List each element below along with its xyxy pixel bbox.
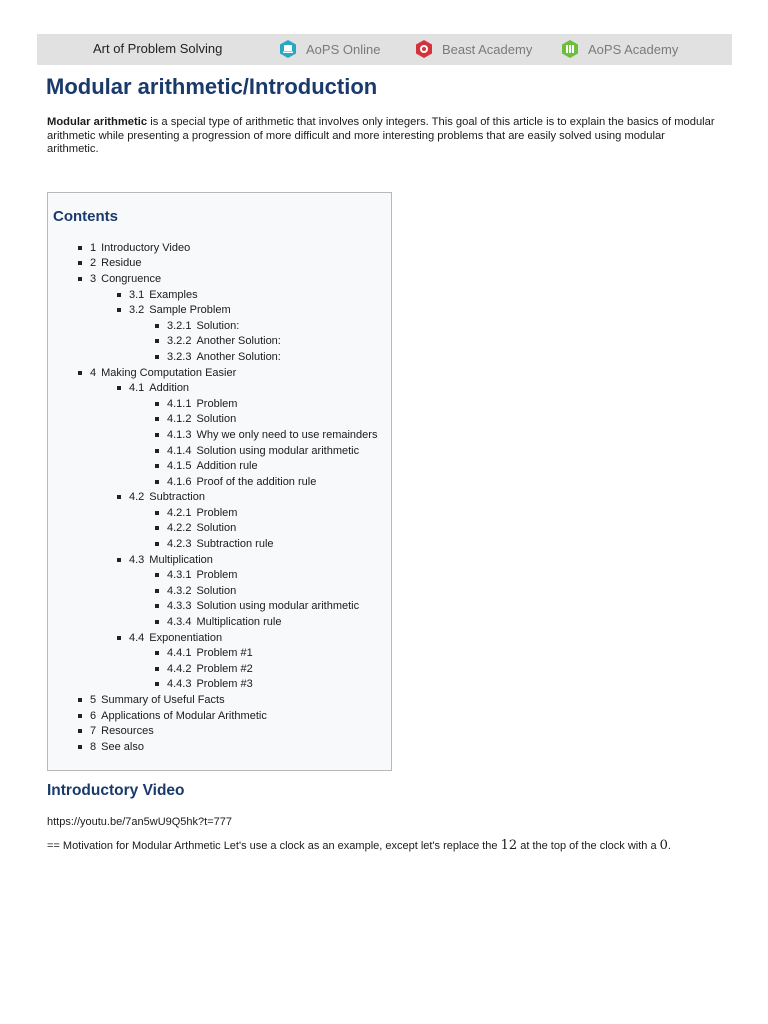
math-twelve: 12 [500,838,518,853]
toc-item[interactable] [48,302,377,318]
math-zero: 0 [659,838,668,853]
toc-number: 4.3.2 [167,584,192,597]
toc-label: Proof of the addition rule [196,475,317,488]
toc-number: 3.2.2 [167,335,192,348]
bullet-icon [155,355,159,359]
motivation-text-end: . [667,840,671,852]
toc-item[interactable] [48,349,377,365]
aops-academy-label: AoPS Academy [588,41,679,57]
toc-item[interactable] [48,661,377,677]
toc-number: 5 [90,694,97,707]
bullet-icon [117,293,121,297]
toc-label: Problem [196,397,238,410]
bullet-icon [155,433,159,437]
toc-number: 4.4.3 [167,678,192,691]
toc-label: Solution using modular arithmetic [196,444,360,457]
toc-number: 4.3.1 [167,569,192,582]
aops-academy-link[interactable] [560,39,678,59]
toc-number: 8 [90,740,97,753]
bullet-icon [155,682,159,686]
toc-number: 2 [90,257,97,270]
toc-label: Congruence [101,272,162,285]
toc-item[interactable] [48,396,377,412]
toc-number: 3.2 [129,304,145,317]
bullet-icon [155,589,159,593]
toc-number: 4.1.5 [167,460,192,473]
bullet-icon [155,604,159,608]
toc-number: 3 [90,272,97,285]
bullet-icon [155,526,159,530]
toc-label: Problem #3 [196,678,253,691]
toc-item[interactable] [48,583,377,599]
toc-number: 4.3 [129,553,145,566]
toc-item[interactable] [48,645,377,661]
toc-item[interactable] [48,739,377,755]
toc-number: 3.1 [129,288,145,301]
bullet-icon [78,261,82,265]
toc-item[interactable] [48,318,377,334]
motivation-text-mid: at the top of the clock with a [517,840,660,852]
bullet-icon [155,339,159,343]
toc-number: 4.1.6 [167,475,192,488]
toc-number: 4.2.2 [167,522,192,535]
toc-heading: Contents [53,208,118,225]
toc-item[interactable] [48,599,377,615]
toc-item[interactable] [48,334,377,350]
bullet-icon [78,729,82,733]
toc-item[interactable] [48,287,377,303]
bullet-icon [155,480,159,484]
bullet-icon [155,667,159,671]
toc-label: Examples [149,288,198,301]
bullet-icon [78,371,82,375]
motivation-paragraph [47,838,671,853]
bullet-icon [78,698,82,702]
toc-label: Another Solution: [196,335,281,348]
toc-number: 4.2 [129,491,145,504]
toc-item[interactable] [48,365,377,381]
toc-label: Solution using modular arithmetic [196,600,360,613]
bullet-icon [117,636,121,640]
toc-item[interactable] [48,240,377,256]
toc-label: Resources [101,725,154,738]
toc-label: Solution [196,584,237,597]
bullet-icon [78,246,82,250]
toc-label: Residue [101,257,142,270]
toc-label: Subtraction rule [196,538,274,551]
toc-label: Multiplication rule [196,616,282,629]
toc-label: Multiplication [149,553,213,566]
toc-item[interactable] [48,427,377,443]
bullet-icon [155,449,159,453]
toc-item[interactable] [48,256,377,272]
toc-number: 4.1.2 [167,413,192,426]
toc-item[interactable] [48,677,377,693]
toc-number: 4.1.3 [167,428,192,441]
table-of-contents [47,192,392,771]
toc-item[interactable] [48,552,377,568]
beast-academy-link[interactable] [414,39,532,59]
aops-home-link[interactable]: Art of Problem Solving [93,41,223,56]
toc-label: Solution [196,413,237,426]
bullet-icon [155,620,159,624]
toc-item[interactable] [48,567,377,583]
toc-label: Addition rule [196,460,258,473]
aops-academy-icon [560,39,580,59]
motivation-text-start: == Motivation for Modular Arthmetic Let's use a clock as an example, except let's replace the [47,840,501,852]
intro-paragraph [47,116,717,157]
beast-academy-label: Beast Academy [442,41,533,57]
bullet-icon [155,573,159,577]
toc-item[interactable] [48,708,377,724]
toc-item[interactable] [48,458,377,474]
toc-item[interactable] [48,271,377,287]
toc-label: Problem #1 [196,647,253,660]
toc-label: Addition [149,382,190,395]
toc-number: 4.4 [129,631,145,644]
site-navigation-bar [37,34,732,65]
toc-number: 4 [90,366,97,379]
intro-bold-term: Modular arithmetic [47,116,148,128]
toc-label: Exponentiation [149,631,223,644]
bullet-icon [78,277,82,281]
toc-number: 4.2.1 [167,506,192,519]
toc-number: 4.4.1 [167,647,192,660]
toc-label: Summary of Useful Facts [101,694,225,707]
toc-number: 4.1.4 [167,444,192,457]
toc-item[interactable] [48,490,377,506]
bullet-icon [155,542,159,546]
toc-item[interactable] [48,614,377,630]
toc-number: 4.1.1 [167,397,192,410]
toc-label: Solution [196,522,237,535]
toc-label: Making Computation Easier [101,366,237,379]
introductory-video-heading: Introductory Video [47,782,185,799]
bullet-icon [117,495,121,499]
bullet-icon [117,308,121,312]
bullet-icon [155,511,159,515]
bullet-icon [155,324,159,328]
toc-label: Introductory Video [101,241,191,254]
page-title: Modular arithmetic/Introduction [46,74,378,99]
toc-number: 4.3.4 [167,616,192,629]
toc-label: Solution: [196,319,240,332]
toc-list [48,240,377,755]
toc-label: See also [101,740,144,753]
bullet-icon [117,558,121,562]
toc-item[interactable] [48,723,377,739]
intro-text: is a special type of arithmetic that involves only integers. This goal of this article is to explain the basics of modular arithmetic while presenting a progression of more difficult and more interesting problems that are easily solved using modular arithmetic. [47,116,715,155]
aops-online-link[interactable] [278,39,380,59]
toc-label: Another Solution: [196,350,281,363]
toc-number: 4.3.3 [167,600,192,613]
toc-number: 4.2.3 [167,538,192,551]
toc-label: Problem [196,569,238,582]
toc-number: 7 [90,725,97,738]
toc-item[interactable] [48,536,377,552]
toc-number: 4.1 [129,382,145,395]
bullet-icon [155,651,159,655]
toc-label: Problem [196,506,238,519]
bullet-icon [78,714,82,718]
toc-label: Problem #2 [196,662,253,675]
toc-item[interactable] [48,505,377,521]
toc-number: 6 [90,709,97,722]
bullet-icon [155,402,159,406]
toc-item[interactable] [48,521,377,537]
aops-online-icon [278,39,298,59]
bullet-icon [155,464,159,468]
toc-item[interactable] [48,692,377,708]
toc-label: Sample Problem [149,304,231,317]
toc-number: 3.2.1 [167,319,192,332]
bullet-icon [155,417,159,421]
toc-label: Why we only need to use remainders [196,428,378,441]
toc-item[interactable] [48,443,377,459]
toc-item[interactable] [48,380,377,396]
toc-item[interactable] [48,474,377,490]
video-link[interactable]: https://youtu.be/7an5wU9Q5hk?t=777 [47,816,232,828]
toc-label: Applications of Modular Arithmetic [101,709,267,722]
toc-number: 3.2.3 [167,350,192,363]
bullet-icon [78,745,82,749]
toc-item[interactable] [48,630,377,646]
beast-academy-icon [414,39,434,59]
toc-number: 1 [90,241,97,254]
toc-item[interactable] [48,412,377,428]
bullet-icon [117,386,121,390]
aops-online-label: AoPS Online [306,41,381,57]
toc-number: 4.4.2 [167,662,192,675]
toc-label: Subtraction [149,491,205,504]
